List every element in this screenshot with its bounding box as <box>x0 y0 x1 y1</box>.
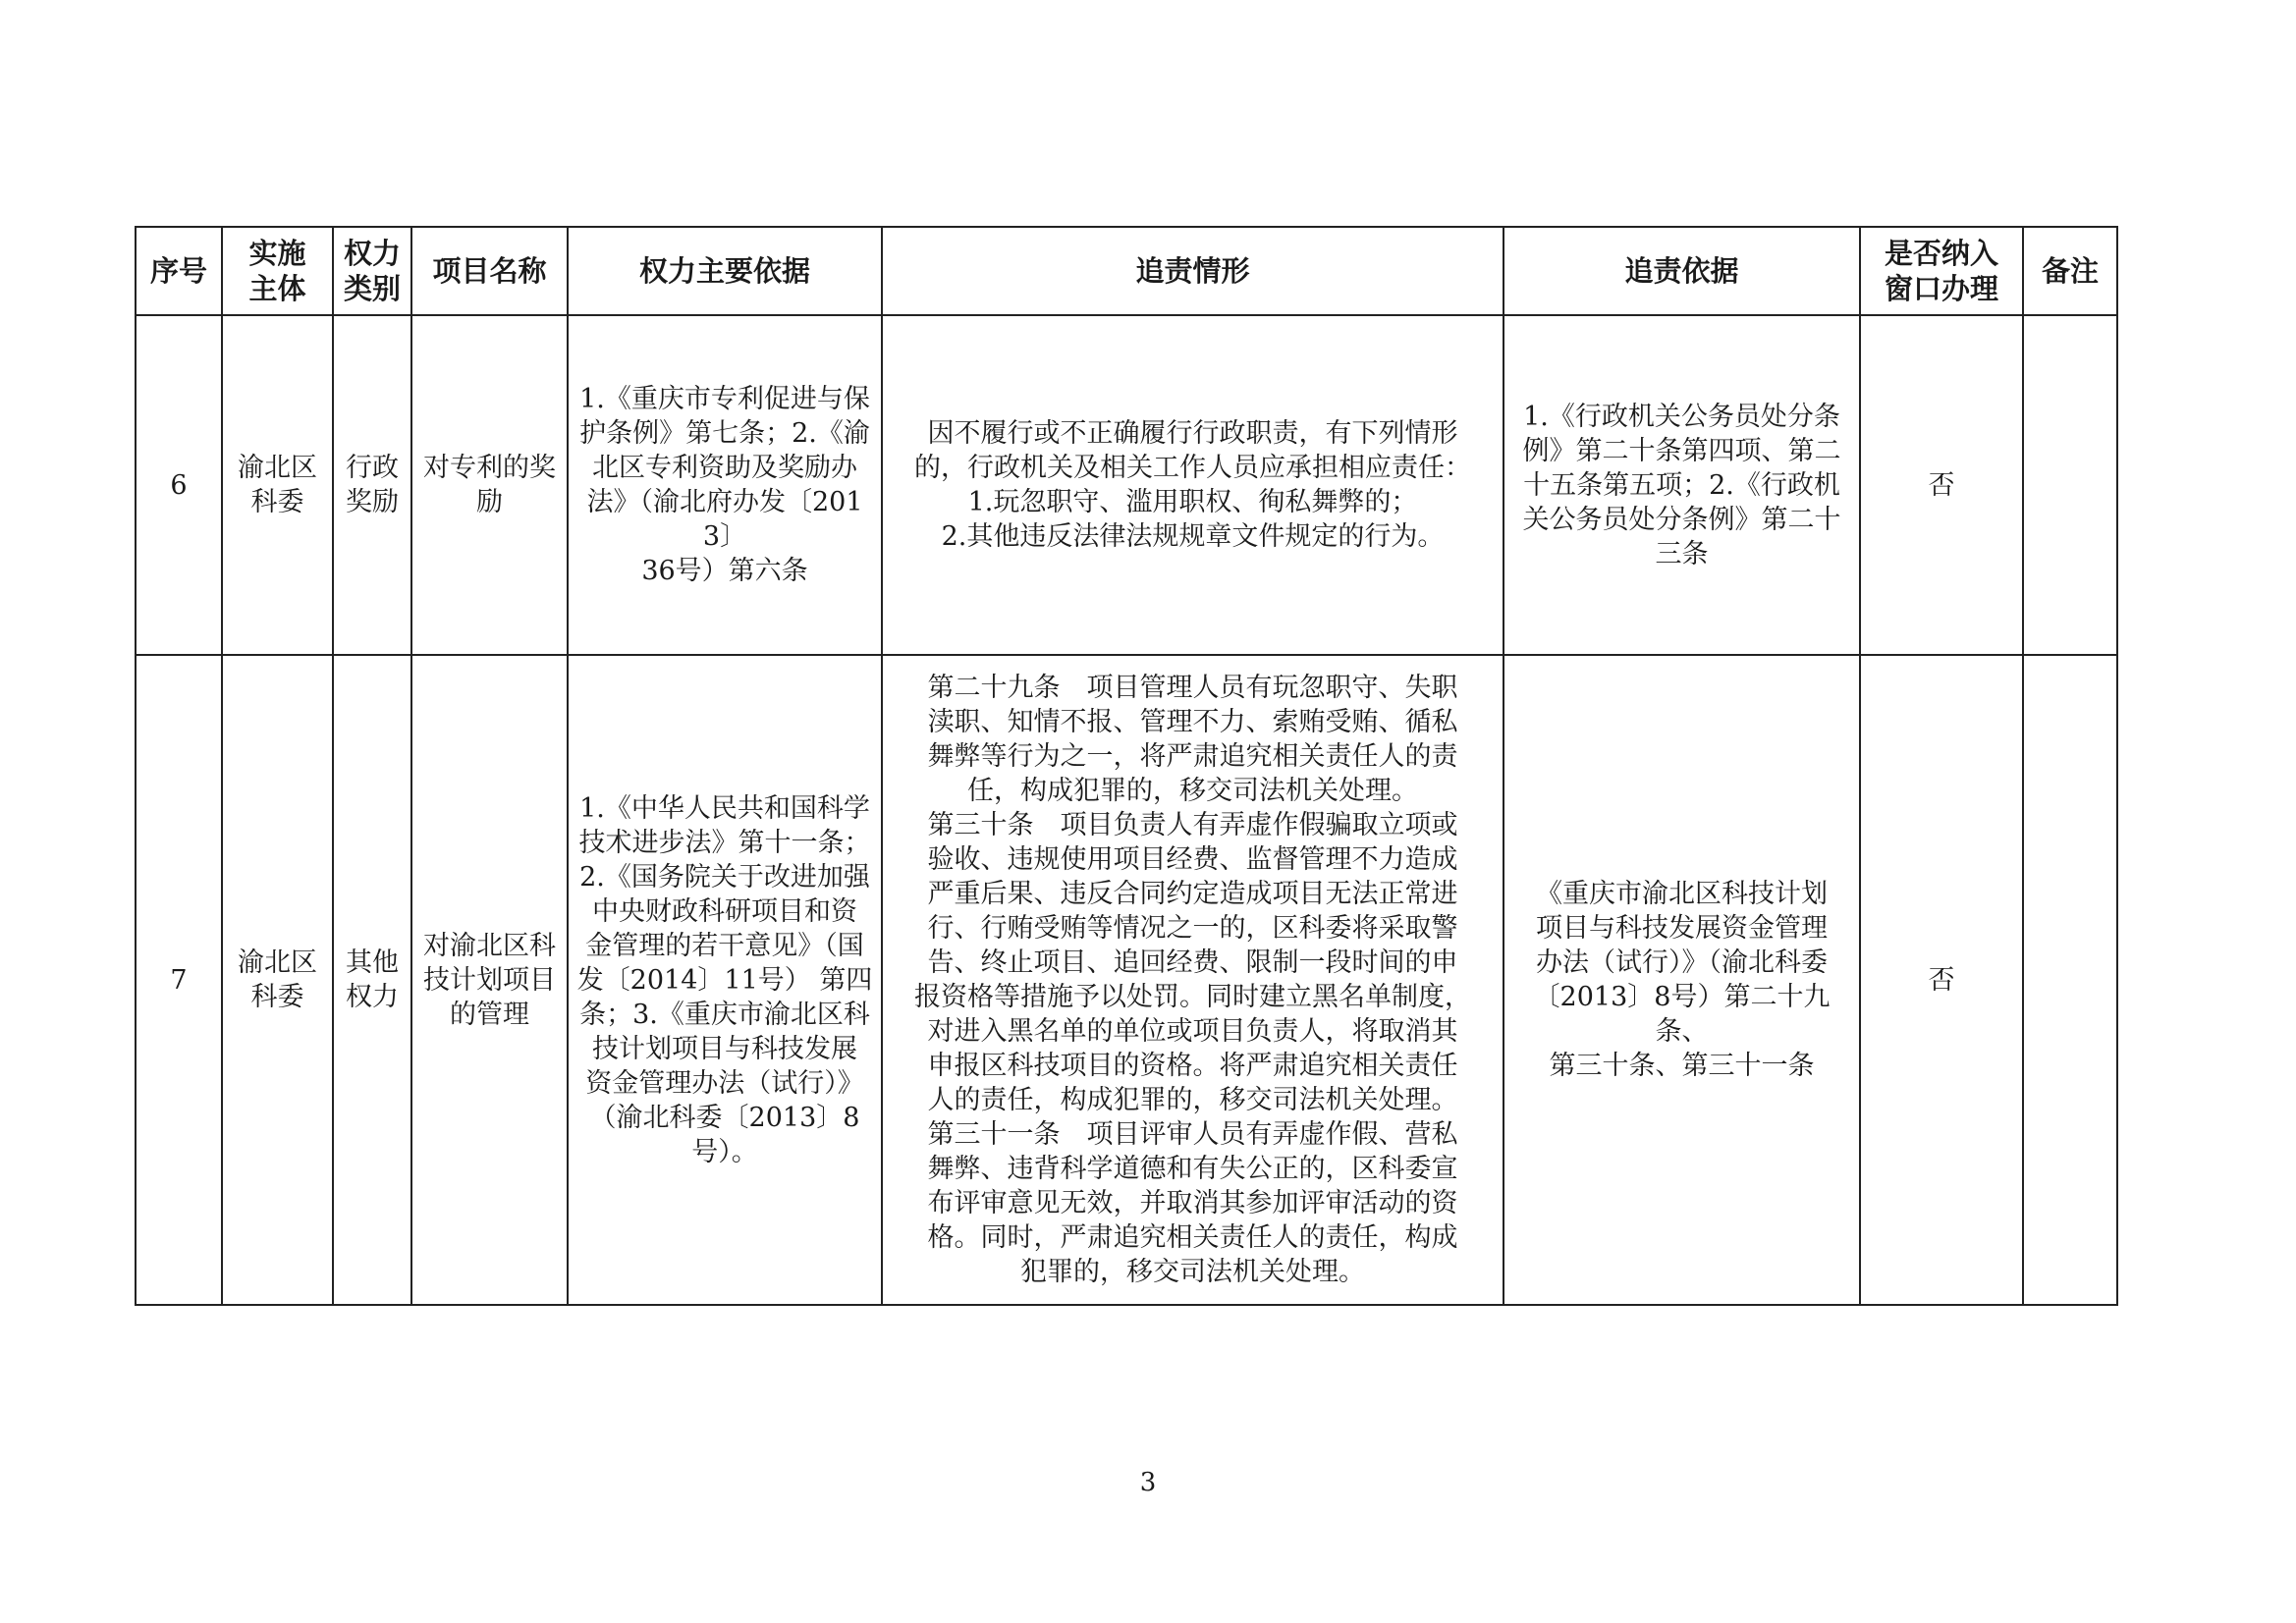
cell-remark <box>2023 655 2117 1305</box>
header-item-name: 项目名称 <box>411 227 568 315</box>
cell-seq: 7 <box>136 655 222 1305</box>
cell-seq: 6 <box>136 315 222 655</box>
header-remark: 备注 <box>2023 227 2117 315</box>
cell-item-name: 对渝北区科 技计划项目 的管理 <box>411 655 568 1305</box>
header-seq: 序号 <box>136 227 222 315</box>
cell-remark <box>2023 315 2117 655</box>
cell-situation: 因不履行或不正确履行行政职责，有下列情形 的，行政机关及相关工作人员应承担相应责任： 1.玩忽职守、滥用职权、徇私舞弊的； 2.其他违反法律法规规章文件规定的行为。 <box>882 315 1503 655</box>
cell-item-name: 对专利的奖 励 <box>411 315 568 655</box>
cell-window: 否 <box>1860 655 2023 1305</box>
header-basis: 权力主要依据 <box>568 227 882 315</box>
header-accountability-basis: 追责依据 <box>1503 227 1860 315</box>
header-subject: 实施 主体 <box>222 227 333 315</box>
table-header-row <box>136 227 2117 315</box>
cell-category: 其他 权力 <box>333 655 411 1305</box>
cell-situation: 第二十九条 项目管理人员有玩忽职守、失职 渎职、知情不报、管理不力、索贿受贿、循私 舞弊等行为之一，将严肃追究相关责任人的责 任，构成犯罪的，移交司法机关处理。 第三十条 项目负责人有弄虚作假骗取立项或 验收、违规使用项目经费、监督管理不力造成 严重后果、违反合同约定造成项目无法正常进 行、行贿受贿等情况之一的，区科委将采取警 告、终止项目、追回经费、限制一段时间的申 报资格等措施予以处罚。同时建立黑名单制度， 对进入黑名单的单位或项目负责人，将取消其 申报区科技项目的资格。将严肃追究相关责任 人的责任，构成犯罪的，移交司法机关处理。 第三十一条 项目评审人员有弄虚作假、营私 舞弊、违背科学道德和有失公正的，区科委宣 布评审意见无效，并取消其参加评审活动的资 格。同时，严肃追究相关责任人的责任，构成 犯罪的，移交司法机关处理。 <box>882 655 1503 1305</box>
table-row <box>136 655 2117 1305</box>
cell-basis: 1.《中华人民共和国科学 技术进步法》第十一条； 2.《国务院关于改进加强 中央财政科研项目和资 金管理的若干意见》（国 发〔2014〕11号） 第四 条；3.《重庆市渝北区科 技计划项目与科技发展 资金管理办法（试行）》 （渝北科委〔2013〕8 号）。 <box>568 655 882 1305</box>
cell-basis: 1.《重庆市专利促进与保 护条例》第七条；2.《渝 北区专利资助及奖励办 法》（渝北府办发〔2013〕 36号）第六条 <box>568 315 882 655</box>
table-row <box>136 315 2117 655</box>
header-situation: 追责情形 <box>882 227 1503 315</box>
header-category: 权力 类别 <box>333 227 411 315</box>
cell-accountability-basis: 《重庆市渝北区科技计划 项目与科技发展资金管理 办法（试行）》（渝北科委 〔2013〕8号）第二十九条、 第三十条、第三十一条 <box>1503 655 1860 1305</box>
power-list-table <box>135 226 2118 1306</box>
header-window: 是否纳入 窗口办理 <box>1860 227 2023 315</box>
cell-subject: 渝北区 科委 <box>222 315 333 655</box>
cell-subject: 渝北区 科委 <box>222 655 333 1305</box>
cell-category: 行政 奖励 <box>333 315 411 655</box>
cell-accountability-basis: 1.《行政机关公务员处分条 例》第二十条第四项、第二 十五条第五项；2.《行政机 关公务员处分条例》第二十 三条 <box>1503 315 1860 655</box>
page-number: 3 <box>1139 1468 1157 1497</box>
cell-window: 否 <box>1860 315 2023 655</box>
